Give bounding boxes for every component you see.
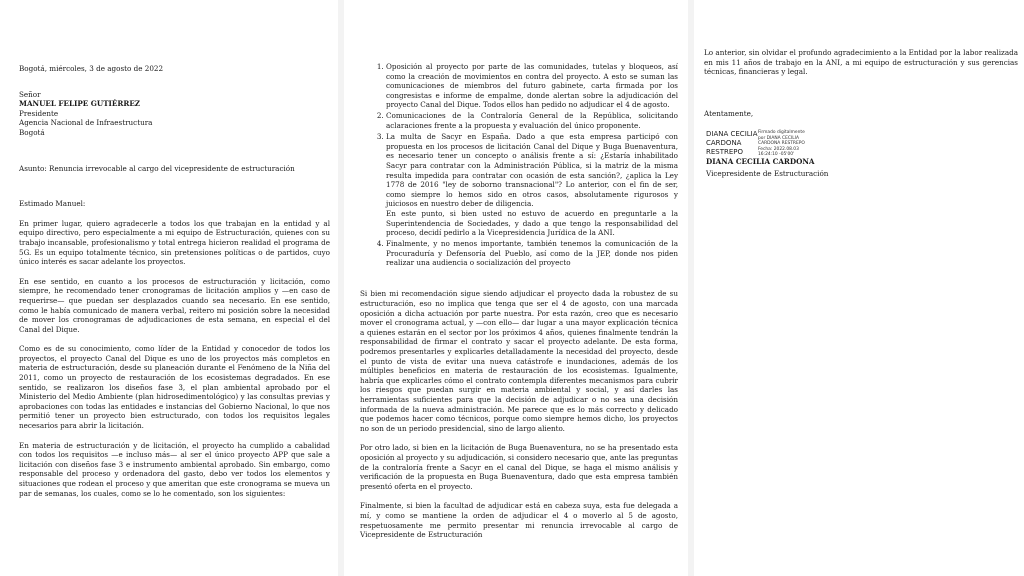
page-gap	[688, 0, 694, 576]
page-gap	[338, 0, 344, 576]
subject-line: Asunto: Renuncia irrevocable al cargo del vicepresidente de estructuración	[19, 163, 295, 173]
date-line: Bogotá, miércoles, 3 de agosto de 2022	[19, 64, 164, 73]
greeting: Estimado Manuel:	[19, 199, 86, 209]
recipient-org: Agencia Nacional de Infraestructura	[19, 118, 153, 128]
signature-name-line: DIANA CECILIA	[706, 130, 758, 139]
list-item-text: Comunicaciones de la Contraloría General de la República, solicitando aclaraciones frente a la propuesta y evaluación del único proponente.	[386, 111, 678, 131]
list-item	[386, 111, 678, 130]
list-item-note: En este punto, si bien usted no estuvo de acuerdo en preguntarle a la Superintendencia de Sociedades, y dado a que tengo la responsabilidad del proceso, decidí pedirlo a la Vicepresidencia Jurídica de la ANI.	[386, 208, 678, 238]
sign-off: Atentamente,	[704, 108, 754, 118]
signature-name-line: CARDONA	[706, 139, 742, 148]
signature-metadata	[758, 130, 822, 157]
list-item	[386, 132, 678, 238]
list-item-text: Finalmente, y no menos importante, también tenemos la comunicación de la Procuraduría y Defensoría del Pueblo, así como de la JEP, donde nos piden realizar una audiencia o socialización del proyecto	[386, 239, 678, 268]
list-item	[386, 239, 678, 268]
body-paragraph: Finalmente, si bien la facultad de adjudicar está en cabeza suya, esta fue delegada a mí, y como se mantiene la orden de adjudicar el 4 o moverlo al 5 de agosto, respetuosamente me permito presentar mi renuncia irrevocable al cargo de Vicepresidente de Estructuración	[360, 501, 678, 540]
list-item	[386, 62, 678, 110]
recipient-salutation: Señor	[19, 89, 41, 99]
letter-page-1	[0, 0, 338, 576]
letter-page-3	[696, 0, 1024, 576]
list-item-text: La multa de Sacyr en España. Dado a que esta empresa participó con propuesta en los procesos de licitación Canal del Dique y Buga Buenaventura, es necesario tener un concepto o análisis frente a sí: ¿Estaría inhabilitado Sacyr para contratar con la Administración Pública, si la matriz de la misma resulta impedida para contratar con ocasión de esta sanción?, ¿aplica la Ley 1778 de 2016 "ley de soborno transnacional"? Lo anterior, con el fin de ser, como siempre lo hemos sido en otros casos, absolutamente rigurosos y juiciosos en nuestro deber de diligencia.	[386, 132, 678, 209]
body-paragraph: Si bien mi recomendación sigue siendo adjudicar el proyecto dada la robustez de su estructuración, eso no implica que tenga que ser el 4 de agosto, con una marcada oposición a dicha actuación por parte nuestra. Por esta razón, creo que es necesario mover el cronograma actual, y —con ello— dar lugar a una mayor explicación técnica a quienes estarán en el sector por los próximos 4 años, quienes finalmente tendrán la responsabilidad de firmar el contrato y sacar el proyecto adelante. De esta forma, podremos presentarles y explicarles detalladamente la necesidad del proyecto, desde el punto de vista de evitar una nueva catástrofe e inundaciones, además de los múltiples beneficios en materia de restauración de los ecosistemas. Igualmente, habría que explicarles cómo el contrato contempla diferentes mecanismos para cubrir los riesgos que puedan surgir en materia ambiental y social, y así darles las herramientas suficientes para que la decisión de adjudicar o no sea una decisión informada de la nueva administración. Me parece que es lo más correcto y delicado que podemos hacer como técnicos, porque como siempre hemos dicho, los proyectos no son de un periodo presidencial, sino de largo aliento.	[360, 289, 678, 433]
body-paragraph: En materia de estructuración y de licitación, el proyecto ha cumplido a cabalidad con todos los requisitos —e incluso más— al ser el único proyecto APP que sale a licitación con diseños fase 3 e instrumento ambiental aprobado. Sin embargo, como responsable del proceso y ordenadora del gasto, debo ver todos los elementos y situaciones que rodean el proceso y que ameritan que este cronograma se mueva un par de semanas, los cuales, como se lo he comentado, son los siguientes:	[19, 440, 330, 498]
digital-signature	[706, 130, 1018, 157]
body-paragraph: Por otro lado, si bien en la licitación de Buga Buenaventura, no se ha presentado esta oposición al proyecto y su adjudicación, si considero necesario que, ante las preguntas de la contraloría frente a Sacyr en el canal del Dique, se haga el mismo análisis y verificación de la propuesta en Buga Buenaventura, dado que esta empresa también presentó oferta en el proyecto.	[360, 443, 678, 491]
recipient-title: Presidente	[19, 108, 59, 118]
body-paragraph: En ese sentido, en cuanto a los procesos de estructuración y licitación, como siempre, he recomendado tener cronogramas de licitación amplios y —en caso de requerirse— que puedan ser desplazados cuando sea necesario. En ese sentido, como le había comunicado de manera verbal, reitero mi posición sobre la necesidad de mover los cronogramas de adjudicaciones de esta semana, en especial el del Canal del Dique.	[19, 276, 330, 334]
signature-meta-line: Fecha: 2022.08.03	[758, 146, 799, 152]
recipient-city: Bogotá	[19, 127, 45, 137]
reasons-list	[360, 62, 678, 268]
body-paragraph: Como es de su conocimiento, como líder de la Entidad y conocedor de todos los proyectos, el proyecto Canal del Dique es uno de los proyectos más completos en materia de estructuración, desde su planeación durante el Fenómeno de la Niña del 2011, como un proyecto de restauración de los ecosistemas degradados. En ese sentido, se realizaron los diseños fase 3, el plan ambiental aprobado por el Ministerio del Medio Ambiente (plan hidrosedimentológico) y las consultas previas y aprobaciones con todas las entidades e instancias del Gobierno Nacional, lo que nos permitió tener un proyecto bien estructurado, con todos los requisitos legales necesarios para abrir la licitación.	[19, 344, 330, 431]
signature-meta-line: 16:24:10 -05'00'	[758, 152, 795, 157]
closing-paragraph: Lo anterior, sin olvidar el profundo agradecimiento a la Entidad por la labor realizada en mis 11 años de trabajo en la ANI, a mi equipo de estructuración y sus gerencias técnicas, financieras y legal.	[704, 48, 1018, 77]
signature-meta-line: por DIANA CECILIA	[758, 135, 799, 141]
recipient-name: MANUEL FELIPE GUTIÉRREZ	[19, 99, 141, 109]
signer-name: DIANA CECILIA CARDONA	[706, 157, 815, 167]
list-item-text: Oposición al proyecto por parte de las comunidades, tutelas y bloqueos, así como la creación de movimientos en contra del proyecto. A esto se suman las comunicaciones de miembros del futuro gabinete, carta firmada por los congresistas e informe de empalme, donde alertan sobre la adjudicación del proyecto Canal del Dique. Todos ellos han pedido no adjudicar el 4 de agosto.	[386, 62, 678, 110]
letter-page-2	[348, 0, 688, 576]
signature-name-block	[706, 130, 758, 157]
signer-title: Vicepresidente de Estructuración	[706, 169, 829, 178]
signature-name-line: RESTREPO	[706, 148, 744, 157]
body-paragraph: En primer lugar, quiero agradecerle a todos los que trabajan en la entidad y al equipo directivo, pero especialmente a mi equipo de Estructuración, quienes con su trabajo incansable, profesionalismo y total entrega hicieron realidad el programa de 5G. Es un equipo totalmente técnico, sin pretensiones políticas o de partidos, cuyo único interés es sacar adelante los proyectos.	[19, 218, 330, 267]
signature-meta-line: CARDONA RESTREPO	[758, 141, 805, 147]
signature-meta-line: Firmado digitalmente	[758, 130, 805, 136]
